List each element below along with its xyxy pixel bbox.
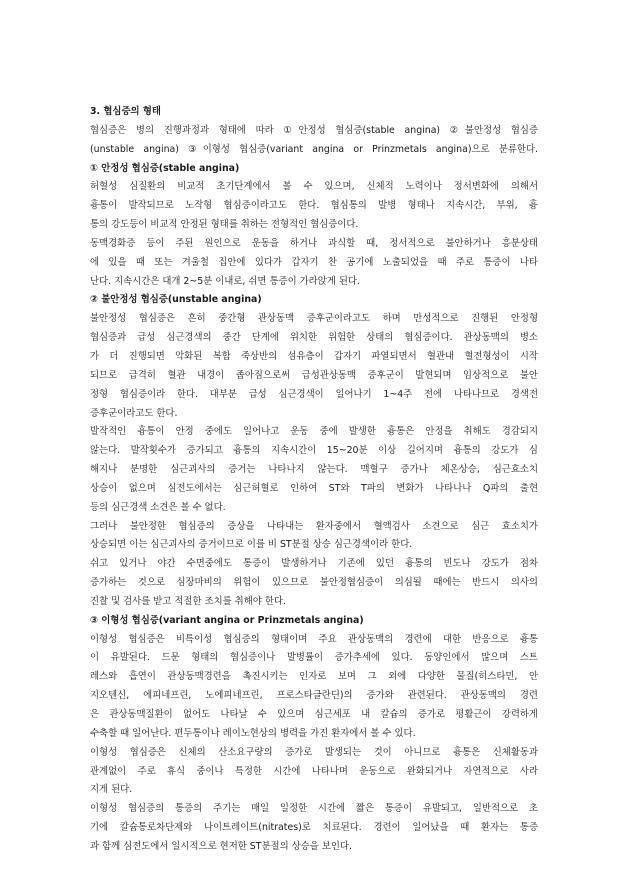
document-page	[90, 103, 538, 857]
body-text-line: 레스와 흡연이 관상동맥경련을 촉진시키는 인자로 보며 그 외에 다양한 물질(히스타민, 안	[90, 671, 538, 683]
body-text-line: 가 더 진행되면 악화된 복합 죽상반의 섬유층이 갑자기 파열되면서 혈관내 혈전형성이 시작	[90, 350, 538, 362]
body-text-line: 이 유발된다. 드문 형태의 협심증이나 발병률이 증가추세에 있다. 동양인에서 많으며 스트	[90, 652, 538, 664]
body-text-line: 수축할 때 일어난다. 편두통이나 레이노현상의 병력을 가진 환자에서 볼 수 있다.	[90, 727, 416, 739]
body-text-line: 동맥경화증 등이 주된 원인으로 운동을 하거나 과식할 때, 정서적으로 불안하거나 흥분상태	[90, 237, 538, 249]
body-text-line: 지오텐신, 에피네프린, 노에피네프린, 프로스타글란딘)의 증가와 관련된다. 관상동맥의 경련	[90, 690, 538, 702]
body-text-line: 발작적인 흉통이 안정 중에도 일어나고 운동 중에 발생한 흉통은 안정을 취해도 경감되지	[90, 426, 538, 438]
body-text-line: 난다. 지속시간은 대개 2~5분 이내로, 쉬면 통증이 가라앉게 된다.	[90, 275, 360, 287]
body-text-line: 증가하는 것으로 심장마비의 위험이 있으므로 불안정협심증이 의심될 때에는 반드시 의사의	[90, 577, 538, 589]
body-text-line: 과 함께 심전도에서 일시적으로 현저한 ST분절의 상승을 보인다.	[90, 840, 352, 852]
body-text-line: 이형성 협심증의 통증의 주기는 매일 일정한 시간에 짧은 통증이 유발되고, 일반적으로 초	[90, 803, 538, 815]
body-text-line: 통의 강도등이 비교적 안정된 형태를 취하는 전형적인 협심증이다.	[90, 219, 359, 231]
body-text-line: 에 있을 때 또는 겨울철 집안에 있다가 갑자기 찬 공기에 노출되었을 때 주로 통증이 나타	[90, 256, 538, 268]
body-text-line: 지게 된다.	[90, 784, 133, 796]
body-text-line: 진찰 및 검사를 받고 적절한 조치를 취해야 한다.	[90, 595, 286, 607]
body-text-line: 않는다. 발작횟수가 증가되고 흉통의 지속시간이 15~20분 이상 길어지며 흉통의 강도가 심	[90, 445, 538, 457]
body-text-line: 허혈성 심질환의 비교적 초기단계에서 볼 수 있으며, 신체적 노력이나 정서변화에 의해서	[90, 181, 538, 193]
body-text-line: 은 관상동맥질환이 없어도 나타날 수 있으며 심근세포 내 칼슘의 증가로 평활근이 강력하게	[90, 709, 538, 720]
subsection-heading: ① 안정성 협심증(stable angina)	[90, 162, 240, 174]
body-text-line: (unstable angina) ③이형성 협심증(variant angina or Prinzmetals angina)으로 분류한다.	[90, 143, 538, 155]
subsection-heading: ② 불안정성 협심증(unstable angina)	[90, 294, 262, 306]
body-text-line: 이형성 협심증은 신체의 산소요구량의 증가로 발생되는 것이 아니므로 흉통은 신체활동과	[90, 746, 538, 758]
section-title: 3. 협심증의 형태	[90, 106, 161, 117]
body-text-line: 흉통이 발작되므로 노작형 협심증이라고도 한다. 협심통의 발병 형태나 지속시간, 부위, 흉	[90, 200, 538, 212]
body-text-line: 협심증과 급성 심근경색의 중간 단계에 위치한 위험한 상태의 협심증이다. 관상동맥의 병소	[90, 332, 538, 344]
body-text-line: 불안정성 협심증은 흔히 중간형 관상동맥 증후군이라고도 하며 만성적으로 진행된 안정형	[90, 313, 538, 325]
body-text-line: 쉬고 있거나 야간 수면중에도 통증이 발생하거나 기존에 있던 흉통의 빈도나 강도가 점차	[90, 558, 538, 570]
document-body	[90, 122, 538, 857]
body-text-line: 관계없이 주로 휴식 중이나 특정한 시간에 나타나며 운동으로 완화되거나 자연적으로 사라	[90, 765, 538, 777]
body-text-line: 이형성 협심증은 비특이성 협심증의 형태이며 주요 관상동맥의 경련에 대한 반응으로 흉통	[90, 633, 538, 645]
body-text-line: 상승되면 이는 심근괴사의 증거이므로 이를 비 ST분절 상승 심근경색이라 한다.	[90, 539, 413, 551]
body-text-line: 등의 심근경색 소견은 볼 수 없다.	[90, 501, 226, 513]
body-text-line: 기에 칼슘통로차단제와 나이트레이트(nitrates)로 치료된다. 경련이 일어났을 때 환자는 통증	[90, 822, 538, 834]
body-text-line: 협심증은 병의 진행과정과 형태에 따라 ①안정성 협심증(stable angina) ②불안정성 협심증	[90, 124, 538, 136]
body-text-line: 상승이 없으며 심전도에서는 심근허혈로 인하여 ST와 T파의 변화가 나타나나 Q파의 출현	[90, 482, 538, 494]
body-text-line: 증후군이라고도 한다.	[90, 407, 178, 419]
subsection-heading: ③ 이형성 협심증(variant angina or Prinzmetals angina)	[90, 614, 364, 626]
body-text-line: 정형 협심증이라 한다. 대부분 급성 심근경색이 일어나기 1~4주 전에 나타나므로 경색전	[90, 388, 538, 400]
body-text-line: 되므로 급격히 혈관 내경이 좁아짐으로써 급성관상동맥 증후군이 발현되며 임상적으로 불안	[90, 369, 538, 381]
body-text-line: 해지나 분명한 심근괴사의 증거는 나타나지 않는다. 맥혈구 증가나 체온상승, 심근효소치	[90, 464, 538, 476]
body-text-line: 그러나 불안정한 협심증의 증상을 나타내는 환자중에서 혈액검사 소견으로 심근 효소치가	[90, 520, 538, 532]
